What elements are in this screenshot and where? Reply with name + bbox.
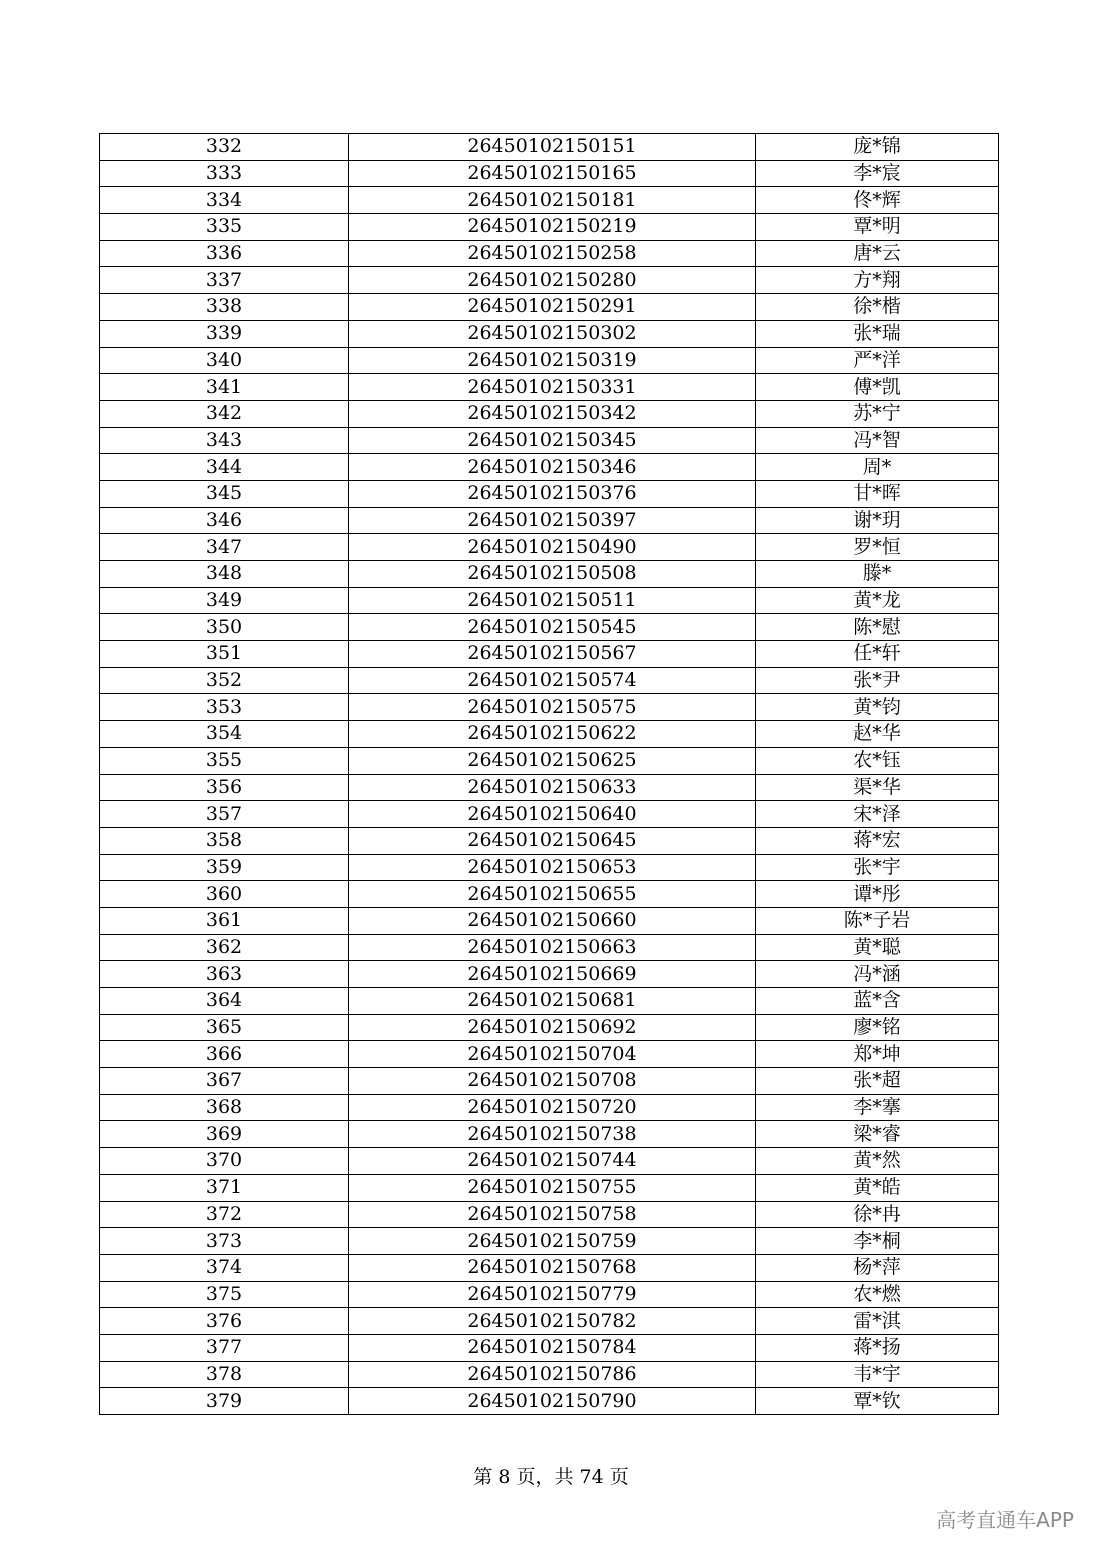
- row-seq-number: 354: [100, 721, 349, 748]
- row-seq-number: 355: [100, 747, 349, 774]
- row-exam-id: 26450102150490: [349, 534, 756, 561]
- row-seq-number: 340: [100, 347, 349, 374]
- table-row: [100, 1228, 999, 1255]
- roster-table: [99, 133, 999, 1415]
- row-seq-number: 344: [100, 454, 349, 481]
- table-row: [100, 934, 999, 961]
- row-exam-id: 26450102150574: [349, 667, 756, 694]
- row-seq-number: 368: [100, 1094, 349, 1121]
- row-seq-number: 367: [100, 1068, 349, 1095]
- row-seq-number: 349: [100, 587, 349, 614]
- row-exam-id: 26450102150779: [349, 1281, 756, 1308]
- table-row: [100, 881, 999, 908]
- table-row: [100, 1201, 999, 1228]
- table-row: [100, 374, 999, 401]
- row-exam-id: 26450102150567: [349, 641, 756, 668]
- row-exam-id: 26450102150782: [349, 1308, 756, 1335]
- table-row: [100, 134, 999, 161]
- row-student-name: 徐*楷: [756, 294, 999, 321]
- row-exam-id: 26450102150708: [349, 1068, 756, 1095]
- row-seq-number: 352: [100, 667, 349, 694]
- row-seq-number: 362: [100, 934, 349, 961]
- row-student-name: 赵*华: [756, 721, 999, 748]
- page-number: 第 8 页，共 74 页: [473, 1466, 629, 1488]
- row-student-name: 蒋*扬: [756, 1334, 999, 1361]
- row-seq-number: 372: [100, 1201, 349, 1228]
- row-seq-number: 343: [100, 427, 349, 454]
- table-row: [100, 614, 999, 641]
- row-student-name: 黄*龙: [756, 587, 999, 614]
- table-row: [100, 1041, 999, 1068]
- row-student-name: 杨*萍: [756, 1254, 999, 1281]
- table-row: [100, 721, 999, 748]
- row-exam-id: 26450102150755: [349, 1174, 756, 1201]
- row-exam-id: 26450102150681: [349, 988, 756, 1015]
- table-row: [100, 827, 999, 854]
- row-student-name: 方*翔: [756, 267, 999, 294]
- row-exam-id: 26450102150660: [349, 907, 756, 934]
- table-row: [100, 294, 999, 321]
- row-student-name: 陈*子岩: [756, 907, 999, 934]
- row-seq-number: 363: [100, 961, 349, 988]
- row-student-name: 李*宸: [756, 160, 999, 187]
- row-seq-number: 359: [100, 854, 349, 881]
- row-seq-number: 347: [100, 534, 349, 561]
- row-seq-number: 365: [100, 1014, 349, 1041]
- row-exam-id: 26450102150165: [349, 160, 756, 187]
- row-student-name: 唐*云: [756, 240, 999, 267]
- row-seq-number: 332: [100, 134, 349, 161]
- row-exam-id: 26450102150511: [349, 587, 756, 614]
- row-exam-id: 26450102150744: [349, 1148, 756, 1175]
- row-student-name: 雷*淇: [756, 1308, 999, 1335]
- row-seq-number: 339: [100, 320, 349, 347]
- table-row: [100, 507, 999, 534]
- row-exam-id: 26450102150786: [349, 1361, 756, 1388]
- row-student-name: 傅*凯: [756, 374, 999, 401]
- row-seq-number: 374: [100, 1254, 349, 1281]
- row-seq-number: 356: [100, 774, 349, 801]
- row-student-name: 廖*铭: [756, 1014, 999, 1041]
- row-seq-number: 336: [100, 240, 349, 267]
- row-student-name: 滕*: [756, 561, 999, 588]
- row-exam-id: 26450102150258: [349, 240, 756, 267]
- table-row: [100, 1174, 999, 1201]
- row-seq-number: 335: [100, 214, 349, 241]
- row-seq-number: 333: [100, 160, 349, 187]
- table-row: [100, 240, 999, 267]
- row-seq-number: 357: [100, 801, 349, 828]
- row-exam-id: 26450102150645: [349, 827, 756, 854]
- row-student-name: 张*超: [756, 1068, 999, 1095]
- row-seq-number: 360: [100, 881, 349, 908]
- row-seq-number: 348: [100, 561, 349, 588]
- table-row: [100, 1254, 999, 1281]
- row-exam-id: 26450102150704: [349, 1041, 756, 1068]
- row-student-name: 黄*皓: [756, 1174, 999, 1201]
- row-student-name: 陈*慰: [756, 614, 999, 641]
- row-seq-number: 366: [100, 1041, 349, 1068]
- row-student-name: 渠*华: [756, 774, 999, 801]
- row-exam-id: 26450102150622: [349, 721, 756, 748]
- row-exam-id: 26450102150376: [349, 480, 756, 507]
- row-student-name: 任*轩: [756, 641, 999, 668]
- table-row: [100, 694, 999, 721]
- table-row: [100, 427, 999, 454]
- row-seq-number: 378: [100, 1361, 349, 1388]
- row-seq-number: 337: [100, 267, 349, 294]
- row-seq-number: 358: [100, 827, 349, 854]
- row-exam-id: 26450102150151: [349, 134, 756, 161]
- table-row: [100, 187, 999, 214]
- row-student-name: 韦*宇: [756, 1361, 999, 1388]
- row-exam-id: 26450102150545: [349, 614, 756, 641]
- row-student-name: 农*燃: [756, 1281, 999, 1308]
- row-exam-id: 26450102150302: [349, 320, 756, 347]
- row-exam-id: 26450102150738: [349, 1121, 756, 1148]
- row-seq-number: 341: [100, 374, 349, 401]
- row-exam-id: 26450102150784: [349, 1334, 756, 1361]
- row-seq-number: 361: [100, 907, 349, 934]
- row-student-name: 冯*涵: [756, 961, 999, 988]
- table-row: [100, 454, 999, 481]
- row-exam-id: 26450102150633: [349, 774, 756, 801]
- table-row: [100, 534, 999, 561]
- table-row: [100, 1094, 999, 1121]
- row-exam-id: 26450102150759: [349, 1228, 756, 1255]
- table-row: [100, 1068, 999, 1095]
- table-row: [100, 1334, 999, 1361]
- row-student-name: 张*瑞: [756, 320, 999, 347]
- row-student-name: 徐*冉: [756, 1201, 999, 1228]
- table-row: [100, 961, 999, 988]
- row-student-name: 宋*泽: [756, 801, 999, 828]
- row-student-name: 苏*宁: [756, 400, 999, 427]
- row-exam-id: 26450102150663: [349, 934, 756, 961]
- row-exam-id: 26450102150758: [349, 1201, 756, 1228]
- row-seq-number: 350: [100, 614, 349, 641]
- row-exam-id: 26450102150331: [349, 374, 756, 401]
- row-exam-id: 26450102150653: [349, 854, 756, 881]
- row-student-name: 李*搴: [756, 1094, 999, 1121]
- row-student-name: 郑*坤: [756, 1041, 999, 1068]
- row-exam-id: 26450102150397: [349, 507, 756, 534]
- table-row: [100, 347, 999, 374]
- row-exam-id: 26450102150575: [349, 694, 756, 721]
- row-seq-number: 353: [100, 694, 349, 721]
- row-seq-number: 373: [100, 1228, 349, 1255]
- row-seq-number: 364: [100, 988, 349, 1015]
- row-seq-number: 377: [100, 1334, 349, 1361]
- row-seq-number: 342: [100, 400, 349, 427]
- row-seq-number: 376: [100, 1308, 349, 1335]
- row-student-name: 张*尹: [756, 667, 999, 694]
- row-exam-id: 26450102150692: [349, 1014, 756, 1041]
- row-seq-number: 345: [100, 480, 349, 507]
- row-student-name: 李*桐: [756, 1228, 999, 1255]
- table-row: [100, 1121, 999, 1148]
- row-exam-id: 26450102150655: [349, 881, 756, 908]
- table-row: [100, 854, 999, 881]
- row-exam-id: 26450102150219: [349, 214, 756, 241]
- table-row: [100, 160, 999, 187]
- table-row: [100, 267, 999, 294]
- row-student-name: 罗*恒: [756, 534, 999, 561]
- row-seq-number: 346: [100, 507, 349, 534]
- row-student-name: 黄*聪: [756, 934, 999, 961]
- table-row: [100, 214, 999, 241]
- table-row: [100, 1281, 999, 1308]
- row-student-name: 佟*辉: [756, 187, 999, 214]
- table-row: [100, 667, 999, 694]
- row-seq-number: 369: [100, 1121, 349, 1148]
- table-row: [100, 587, 999, 614]
- row-seq-number: 375: [100, 1281, 349, 1308]
- row-student-name: 严*洋: [756, 347, 999, 374]
- table-row: [100, 400, 999, 427]
- table-row: [100, 1388, 999, 1415]
- row-student-name: 谭*彤: [756, 881, 999, 908]
- row-exam-id: 26450102150291: [349, 294, 756, 321]
- table-row: [100, 988, 999, 1015]
- table-row: [100, 480, 999, 507]
- row-seq-number: 351: [100, 641, 349, 668]
- row-exam-id: 26450102150345: [349, 427, 756, 454]
- row-student-name: 张*宇: [756, 854, 999, 881]
- table-row: [100, 1014, 999, 1041]
- row-seq-number: 379: [100, 1388, 349, 1415]
- row-student-name: 冯*智: [756, 427, 999, 454]
- table-row: [100, 907, 999, 934]
- row-student-name: 谢*玥: [756, 507, 999, 534]
- row-student-name: 覃*钦: [756, 1388, 999, 1415]
- row-student-name: 蓝*含: [756, 988, 999, 1015]
- table-row: [100, 561, 999, 588]
- row-student-name: 黄*钧: [756, 694, 999, 721]
- row-seq-number: 370: [100, 1148, 349, 1175]
- table-row: [100, 747, 999, 774]
- watermark-logo: 高考直通车APP: [936, 1508, 1074, 1532]
- table-row: [100, 774, 999, 801]
- row-student-name: 甘*晖: [756, 480, 999, 507]
- row-exam-id: 26450102150508: [349, 561, 756, 588]
- row-exam-id: 26450102150342: [349, 400, 756, 427]
- row-student-name: 蒋*宏: [756, 827, 999, 854]
- row-exam-id: 26450102150280: [349, 267, 756, 294]
- row-seq-number: 338: [100, 294, 349, 321]
- row-student-name: 覃*明: [756, 214, 999, 241]
- table-row: [100, 1148, 999, 1175]
- table-row: [100, 641, 999, 668]
- table-row: [100, 320, 999, 347]
- row-student-name: 黄*然: [756, 1148, 999, 1175]
- row-exam-id: 26450102150181: [349, 187, 756, 214]
- row-student-name: 庞*锦: [756, 134, 999, 161]
- row-seq-number: 334: [100, 187, 349, 214]
- row-student-name: 梁*睿: [756, 1121, 999, 1148]
- row-student-name: 周*: [756, 454, 999, 481]
- row-seq-number: 371: [100, 1174, 349, 1201]
- table-row: [100, 1361, 999, 1388]
- table-row: [100, 1308, 999, 1335]
- row-exam-id: 26450102150346: [349, 454, 756, 481]
- row-student-name: 农*钰: [756, 747, 999, 774]
- row-exam-id: 26450102150640: [349, 801, 756, 828]
- row-exam-id: 26450102150720: [349, 1094, 756, 1121]
- table-row: [100, 801, 999, 828]
- row-exam-id: 26450102150669: [349, 961, 756, 988]
- row-exam-id: 26450102150790: [349, 1388, 756, 1415]
- row-exam-id: 26450102150319: [349, 347, 756, 374]
- row-exam-id: 26450102150768: [349, 1254, 756, 1281]
- row-exam-id: 26450102150625: [349, 747, 756, 774]
- roster-table-body: [100, 134, 999, 1415]
